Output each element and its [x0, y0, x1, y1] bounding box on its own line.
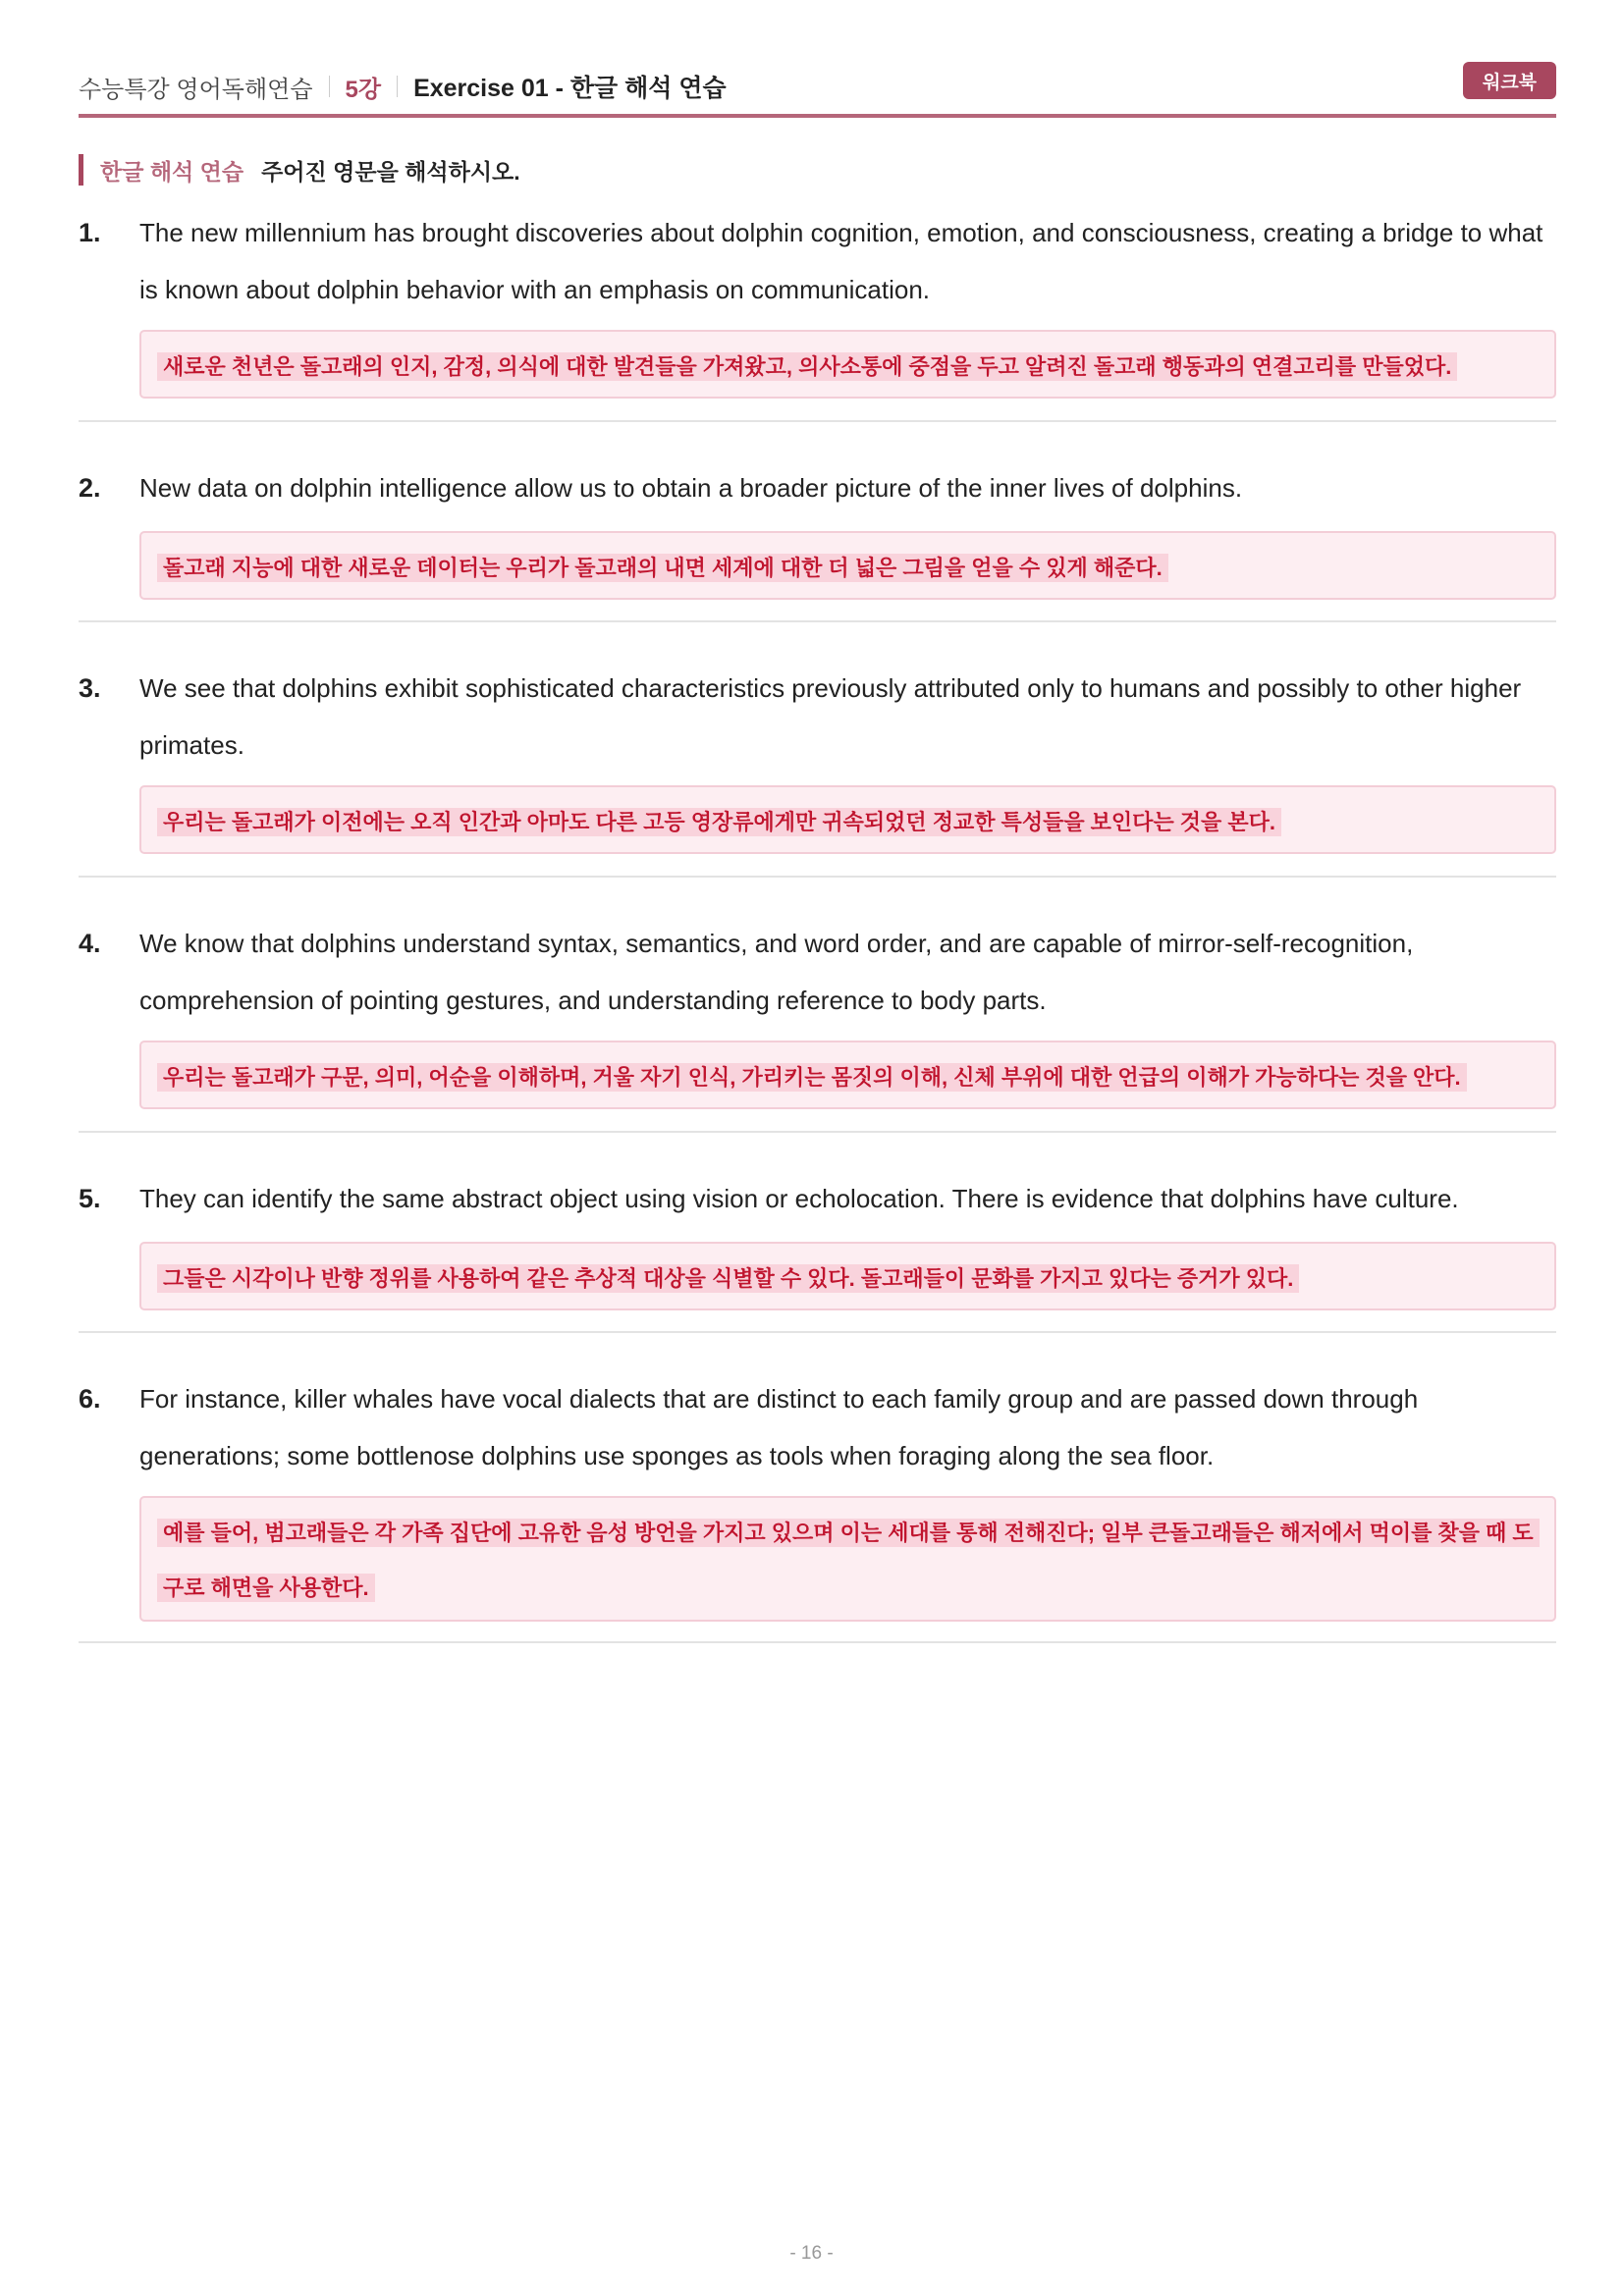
- english-sentence: New data on dolphin intelligence allow us to obtain a broader picture of the inner lives of dolphins.: [139, 473, 1243, 503]
- korean-translation: 우리는 돌고래가 이전에는 오직 인간과 아마도 다른 고등 영장류에게만 귀속되었던 정교한 특성들을 보인다는 것을 본다.: [157, 808, 1281, 836]
- korean-translation-box: [139, 1041, 1556, 1109]
- korean-translation-box: [139, 1496, 1556, 1622]
- korean-translation: 그들은 시각이나 반향 정위를 사용하여 같은 추상적 대상을 식별할 수 있다. 돌고래들이 문화를 가지고 있다는 증거가 있다.: [157, 1264, 1299, 1293]
- english-sentence: We know that dolphins understand syntax, semantics, and word order, and are capable of mirror-self-recognition, comprehension of pointing gestures, and understanding reference to body parts.: [139, 929, 1414, 1015]
- page-number: - 16 -: [789, 2243, 834, 2264]
- exercise-item: [79, 660, 1556, 878]
- english-sentence: We see that dolphins exhibit sophisticated characteristics previously attributed only to humans and possibly to other higher primates.: [139, 673, 1522, 760]
- item-number: 3.: [79, 673, 101, 703]
- header-divider: [397, 76, 398, 97]
- exercise-item: [79, 204, 1556, 422]
- korean-translation: 새로운 천년은 돌고래의 인지, 감정, 의식에 대한 발견들을 가져왔고, 의사소통에 중점을 두고 알려진 돌고래 행동과의 연결고리를 만들었다.: [157, 352, 1457, 381]
- korean-translation: 예를 들어, 범고래들은 각 가족 집단에 고유한 음성 방언을 가지고 있으며 이는 세대를 통해 전해진다; 일부 큰돌고래들은 해저에서 먹이를 찾을 때 도구로 해면을 사용한다.: [157, 1519, 1540, 1602]
- korean-translation-box: [139, 1242, 1556, 1310]
- exercise-item: [79, 1170, 1556, 1333]
- korean-translation-box: [139, 330, 1556, 399]
- english-sentence: The new millennium has brought discoveries about dolphin cognition, emotion, and consciousness, creating a bridge to what is known about dolphin behavior with an emphasis on communication.: [139, 218, 1543, 304]
- item-number: 1.: [79, 218, 101, 247]
- item-number: 5.: [79, 1184, 101, 1213]
- section-heading: [79, 154, 520, 186]
- section-instruction: 주어진 영문을 해석하시오.: [261, 158, 520, 185]
- korean-translation-box: [139, 531, 1556, 600]
- english-sentence: They can identify the same abstract object using vision or echolocation. There is evidence that dolphins have culture.: [139, 1184, 1459, 1213]
- exercise-item: [79, 1370, 1556, 1643]
- english-sentence: For instance, killer whales have vocal dialects that are distinct to each family group and are passed down through generations; some bottlenose dolphins use sponges as tools when foraging along the sea floor.: [139, 1384, 1419, 1470]
- page-header: [79, 59, 1556, 118]
- workbook-badge: 워크북: [1463, 62, 1556, 99]
- exercise-item: [79, 915, 1556, 1133]
- exercise-title: Exercise 01 - 한글 해석 연습: [413, 75, 727, 102]
- book-title: 수능특강 영어독해연습: [79, 76, 313, 103]
- korean-translation: 돌고래 지능에 대한 새로운 데이터는 우리가 돌고래의 내면 세계에 대한 더 넓은 그림을 얻을 수 있게 해준다.: [157, 554, 1168, 582]
- korean-translation: 우리는 돌고래가 구문, 의미, 어순을 이해하며, 거울 자기 인식, 가리키는 몸짓의 이해, 신체 부위에 대한 언급의 이해가 가능하다는 것을 안다.: [157, 1063, 1467, 1092]
- item-number: 2.: [79, 473, 101, 503]
- item-number: 4.: [79, 929, 101, 958]
- lesson-number: 5강: [345, 76, 382, 103]
- exercise-item: [79, 459, 1556, 622]
- section-tag: 한글 해석 연습: [100, 158, 244, 185]
- korean-translation-box: [139, 785, 1556, 854]
- header-divider: [329, 76, 330, 97]
- item-number: 6.: [79, 1384, 101, 1414]
